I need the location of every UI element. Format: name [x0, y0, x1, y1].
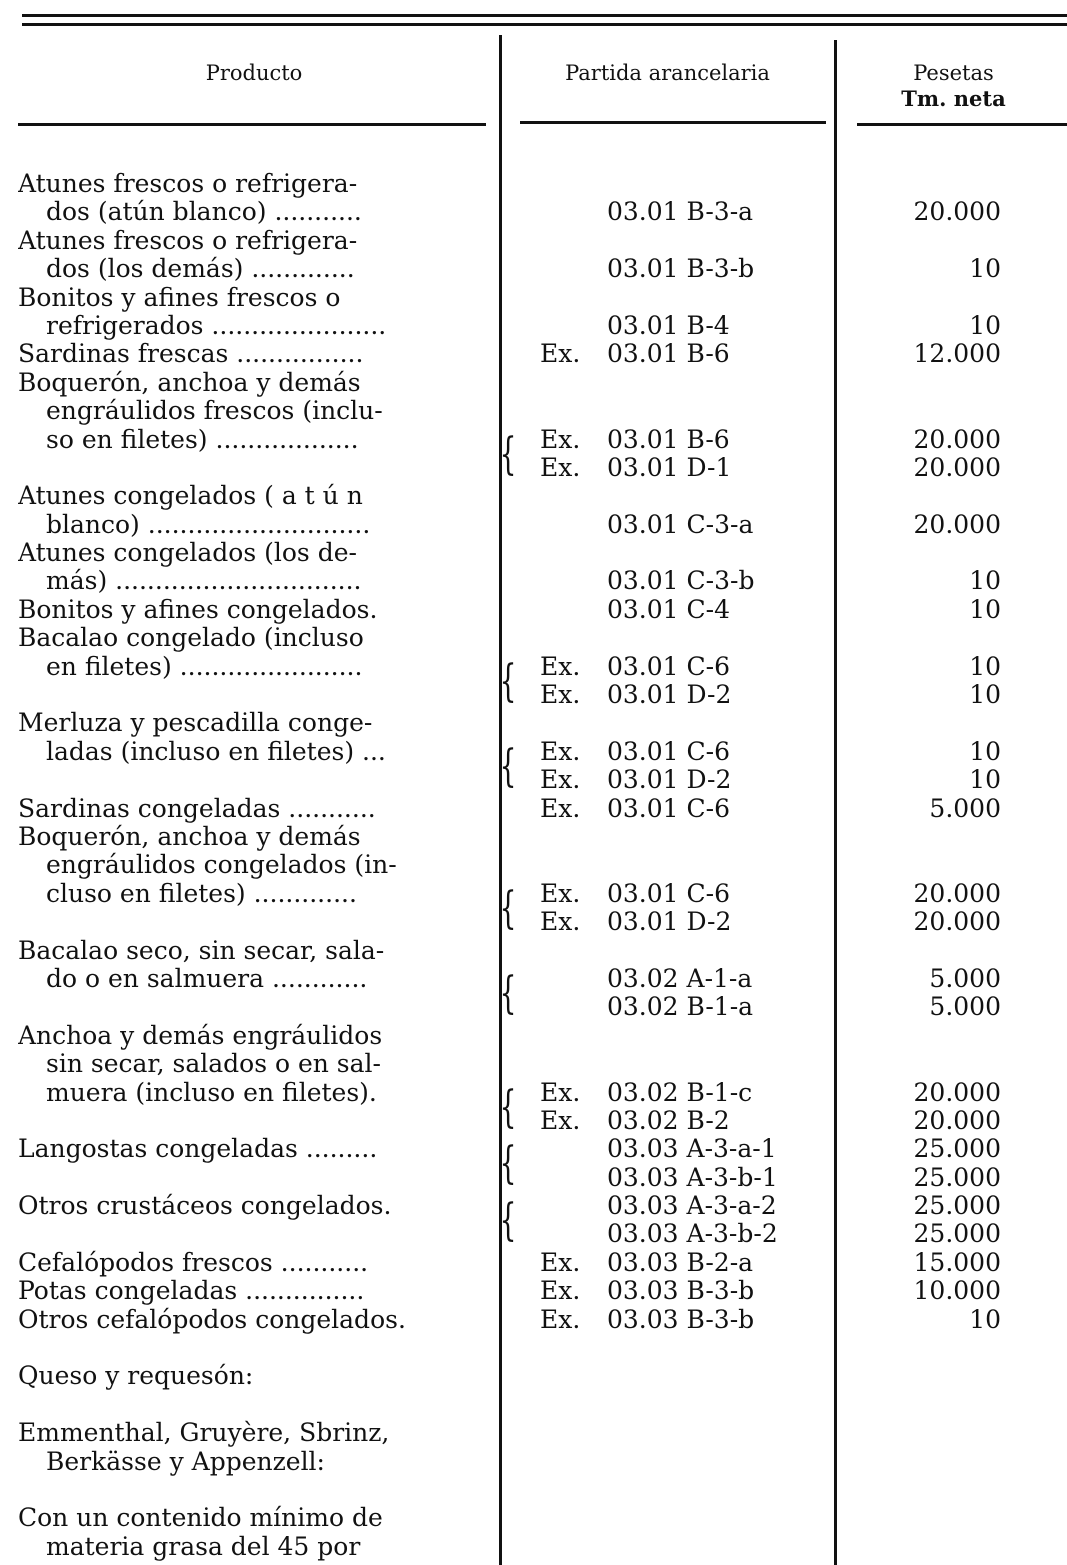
product-text: Queso y requesón:	[18, 1362, 254, 1391]
table-line	[0, 284, 1067, 312]
tariff-code: 03.02 A-1-a	[607, 963, 753, 993]
pesetas-value: 10	[969, 310, 1001, 340]
product-text: ladas (incluso en filetes) ...	[46, 737, 386, 766]
product-text: materia grasa del 45 por	[46, 1532, 361, 1561]
table-line	[0, 312, 1067, 340]
table-line	[0, 170, 1067, 198]
pesetas-value: 20.000	[913, 907, 1001, 937]
brace-mark: {	[499, 967, 517, 1019]
tariff-code: 03.02 B-2	[607, 1105, 730, 1135]
product-text: Langostas congeladas .........	[18, 1135, 378, 1164]
ex-prefix: Ex.	[540, 651, 581, 681]
product-text: muera (incluso en filetes).	[46, 1078, 377, 1107]
brace-mark: {	[499, 882, 517, 934]
pesetas-value: 10	[969, 1304, 1001, 1334]
table-line	[0, 1277, 1067, 1305]
ex-prefix: Ex.	[540, 452, 581, 482]
table-line	[0, 454, 1067, 482]
product-text: Atunes frescos o refrigera-	[18, 226, 358, 255]
table-line	[0, 1306, 1067, 1334]
table-line	[0, 198, 1067, 226]
pesetas-value: 25.000	[913, 1134, 1001, 1164]
table-line	[0, 1476, 1067, 1504]
pesetas-value: 10	[969, 594, 1001, 624]
tariff-code: 03.01 C-6	[607, 793, 730, 823]
tariff-code: 03.01 B-3-a	[607, 197, 754, 227]
product-text: Bacalao congelado (incluso	[18, 624, 364, 653]
header-pesetas-line2: Tm. neta	[901, 86, 1006, 111]
product-text: Bonitos y afines congelados.	[18, 595, 378, 624]
table-line	[0, 851, 1067, 879]
tariff-code: 03.03 A-3-b-2	[607, 1219, 778, 1249]
pesetas-value: 25.000	[913, 1162, 1001, 1192]
product-text: Berkässe y Appenzell:	[46, 1447, 325, 1476]
pesetas-value: 5.000	[929, 793, 1001, 823]
table-line	[0, 369, 1067, 397]
table-line	[0, 709, 1067, 737]
tariff-code: 03.01 C-6	[607, 651, 730, 681]
table-line	[0, 539, 1067, 567]
table-line	[0, 1419, 1067, 1447]
table-line	[0, 1050, 1067, 1078]
pesetas-value: 10.000	[913, 1276, 1001, 1306]
ex-prefix: Ex.	[540, 878, 581, 908]
pesetas-value: 20.000	[913, 424, 1001, 454]
product-text: Sardinas frescas ................	[18, 340, 364, 369]
table-line	[0, 1220, 1067, 1248]
header-partida: Partida arancelaria	[565, 61, 770, 85]
tariff-code: 03.03 B-2-a	[607, 1247, 754, 1277]
ex-prefix: Ex.	[540, 907, 581, 937]
pesetas-value: 20.000	[913, 878, 1001, 908]
pesetas-value: 10	[969, 651, 1001, 681]
tariff-code: 03.03 B-3-b	[607, 1276, 755, 1306]
product-text: Bacalao seco, sin secar, sala-	[18, 936, 385, 965]
brace-mark: {	[499, 655, 517, 707]
pesetas-value: 5.000	[929, 992, 1001, 1022]
tariff-code: 03.02 B-1-c	[607, 1077, 753, 1107]
tariff-code: 03.03 A-3-a-1	[607, 1134, 777, 1164]
ex-prefix: Ex.	[540, 736, 581, 766]
ex-prefix: Ex.	[540, 424, 581, 454]
product-text: Bonitos y afines frescos o	[18, 283, 341, 312]
table-line	[0, 482, 1067, 510]
tariff-code: 03.01 C-6	[607, 736, 730, 766]
tariff-code: 03.01 B-6	[607, 424, 730, 454]
brace-mark: {	[499, 740, 517, 792]
product-text: Atunes congelados ( a t ú n	[18, 482, 363, 511]
table-line	[0, 908, 1067, 936]
product-text: Con un contenido mínimo de	[18, 1504, 383, 1533]
pesetas-value: 10	[969, 254, 1001, 284]
tariff-code: 03.01 C-4	[607, 594, 730, 624]
pesetas-value: 20.000	[913, 509, 1001, 539]
table-line	[0, 823, 1067, 851]
header-producto: Producto	[205, 61, 303, 85]
table-line	[0, 511, 1067, 539]
pesetas-value: 10	[969, 680, 1001, 710]
tariff-code: 03.01 B-3-b	[607, 254, 755, 284]
ex-prefix: Ex.	[540, 1105, 581, 1135]
table-line	[0, 1107, 1067, 1135]
tariff-code: 03.01 D-2	[607, 765, 732, 795]
product-text: Emmenthal, Gruyère, Sbrinz,	[18, 1419, 390, 1448]
product-text: Boquerón, anchoa y demás	[18, 822, 361, 851]
product-text: blanco) ............................	[46, 510, 371, 539]
pesetas-value: 5.000	[929, 963, 1001, 993]
table-line	[0, 255, 1067, 283]
pesetas-value: 10	[969, 566, 1001, 596]
table-body	[0, 170, 1067, 1561]
table-line	[0, 340, 1067, 368]
product-text: Boquerón, anchoa y demás	[18, 368, 361, 397]
ex-prefix: Ex.	[540, 793, 581, 823]
table-line	[0, 1448, 1067, 1476]
tariff-code: 03.03 A-3-b-1	[607, 1162, 778, 1192]
pesetas-value: 20.000	[913, 197, 1001, 227]
table-line	[0, 993, 1067, 1021]
table-line	[0, 624, 1067, 652]
product-text: refrigerados ......................	[46, 311, 387, 340]
tariff-code: 03.03 A-3-a-2	[607, 1191, 777, 1221]
tariff-code: 03.01 B-6	[607, 339, 730, 369]
product-text: más) ...............................	[46, 567, 362, 596]
table-line	[0, 937, 1067, 965]
pesetas-value: 10	[969, 765, 1001, 795]
header-underline-1	[18, 123, 486, 126]
ex-prefix: Ex.	[540, 680, 581, 710]
top-double-rule-2	[22, 23, 1067, 26]
header-underline-2	[520, 121, 826, 124]
product-text: Sardinas congeladas ...........	[18, 794, 376, 823]
tariff-code: 03.01 C-3-b	[607, 566, 755, 596]
table-line	[0, 1022, 1067, 1050]
product-text: Merluza y pescadilla conge-	[18, 709, 373, 738]
tariff-code: 03.01 C-6	[607, 878, 730, 908]
product-text: dos (los demás) .............	[46, 255, 355, 284]
ex-prefix: Ex.	[540, 765, 581, 795]
table-line	[0, 681, 1067, 709]
ex-prefix: Ex.	[540, 1304, 581, 1334]
tariff-code: 03.02 B-1-a	[607, 992, 754, 1022]
pesetas-value: 25.000	[913, 1191, 1001, 1221]
table-line	[0, 227, 1067, 255]
table-line	[0, 397, 1067, 425]
tariff-code: 03.01 D-2	[607, 907, 732, 937]
table-line	[0, 1362, 1067, 1390]
product-text: sin secar, salados o en sal-	[46, 1050, 381, 1079]
pesetas-value: 25.000	[913, 1219, 1001, 1249]
table-line	[0, 1249, 1067, 1277]
header-underline-3	[857, 123, 1067, 126]
product-text: so en filetes) ..................	[46, 425, 359, 454]
product-text: Atunes congelados (los de-	[18, 539, 357, 568]
ex-prefix: Ex.	[540, 339, 581, 369]
tariff-code: 03.01 D-2	[607, 680, 732, 710]
product-text: engráulidos congelados (in-	[46, 851, 397, 880]
pesetas-value: 12.000	[913, 339, 1001, 369]
brace-mark: {	[499, 428, 517, 480]
product-text: dos (atún blanco) ...........	[46, 198, 362, 227]
product-text: do o en salmuera ............	[46, 964, 368, 993]
ex-prefix: Ex.	[540, 1247, 581, 1277]
ex-prefix: Ex.	[540, 1276, 581, 1306]
table-line	[0, 1164, 1067, 1192]
brace-mark: {	[499, 1081, 517, 1133]
table-line	[0, 567, 1067, 595]
tariff-code: 03.01 D-1	[607, 452, 732, 482]
table-line	[0, 1334, 1067, 1362]
brace-mark: {	[499, 1195, 517, 1247]
product-text: Anchoa y demás engráulidos	[18, 1021, 383, 1050]
table-line	[0, 1504, 1067, 1532]
pesetas-value: 15.000	[913, 1247, 1001, 1277]
pesetas-value: 10	[969, 736, 1001, 766]
product-text: Potas congeladas ...............	[18, 1277, 365, 1306]
product-text: Cefalópodos frescos ...........	[18, 1248, 369, 1277]
tariff-code: 03.01 B-4	[607, 310, 730, 340]
product-text: en filetes) .......................	[46, 652, 363, 681]
top-double-rule-1	[22, 14, 1067, 17]
product-text: Otros crustáceos congelados.	[18, 1192, 392, 1221]
tariff-code: 03.01 C-3-a	[607, 509, 754, 539]
table-line	[0, 596, 1067, 624]
product-text: Otros cefalópodos congelados.	[18, 1305, 406, 1334]
table-line	[0, 1533, 1067, 1561]
pesetas-value: 20.000	[913, 1077, 1001, 1107]
table-line	[0, 766, 1067, 794]
product-text: engráulidos frescos (inclu-	[46, 397, 383, 426]
table-line	[0, 1391, 1067, 1419]
brace-mark: {	[499, 1138, 517, 1190]
table-line	[0, 795, 1067, 823]
product-text: Atunes frescos o refrigera-	[18, 170, 358, 198]
pesetas-value: 20.000	[913, 452, 1001, 482]
tariff-code: 03.03 B-3-b	[607, 1304, 755, 1334]
ex-prefix: Ex.	[540, 1077, 581, 1107]
product-text: cluso en filetes) .............	[46, 879, 357, 908]
pesetas-value: 20.000	[913, 1105, 1001, 1135]
header-pesetas	[840, 60, 1067, 112]
header-pesetas-line1: Pesetas	[913, 61, 994, 85]
